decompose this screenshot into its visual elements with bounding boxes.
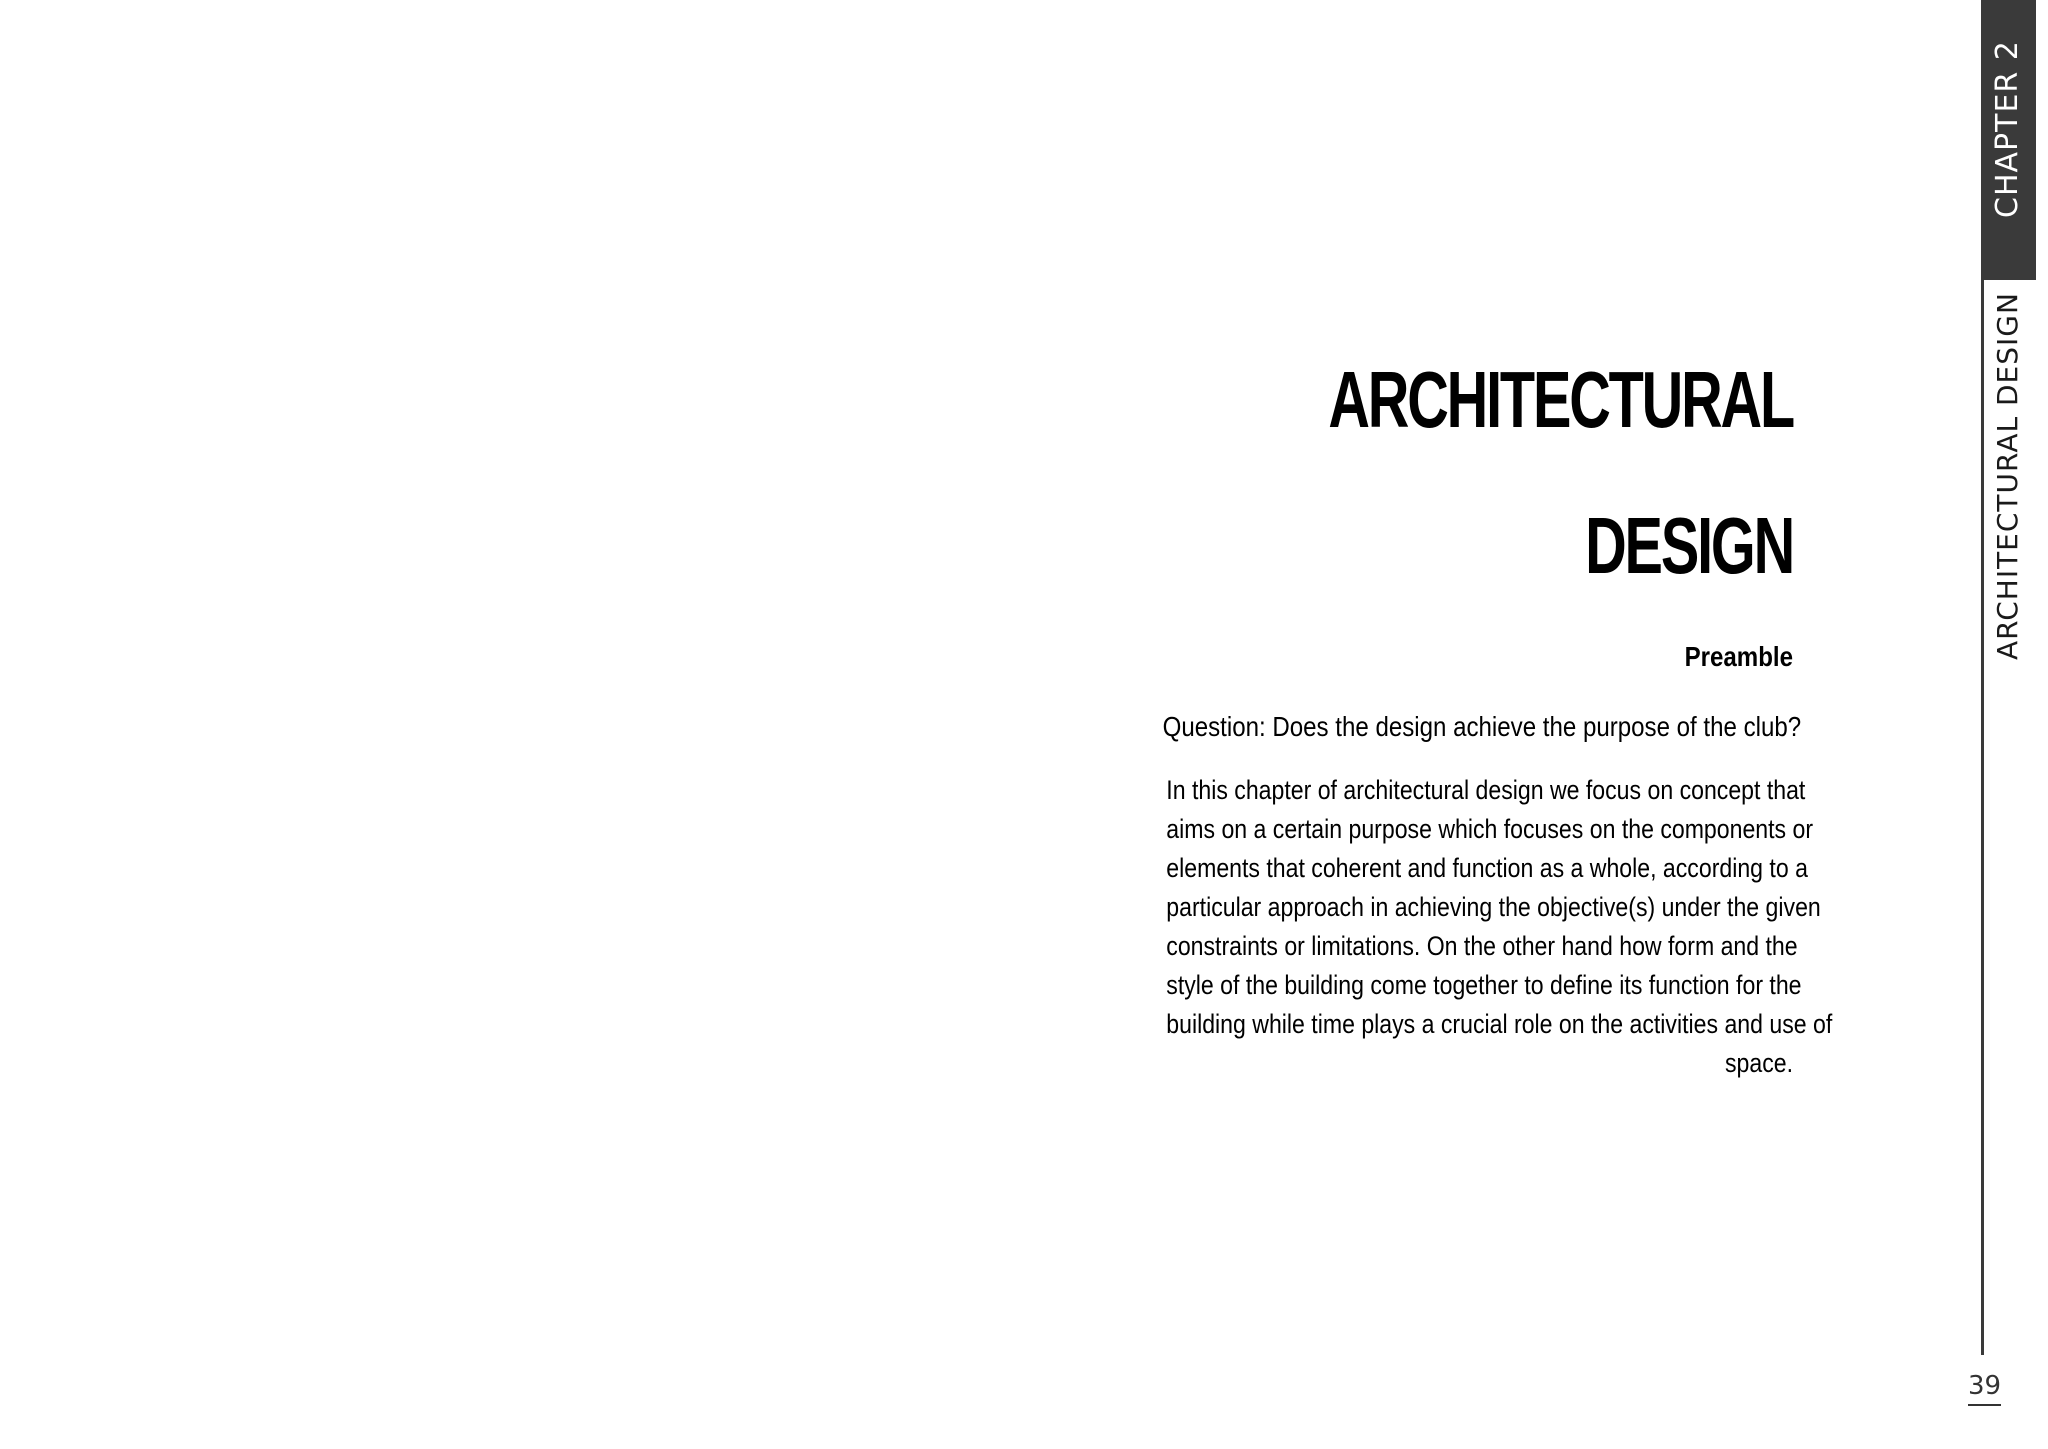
body-line: particular approach in achieving the objective(s) under the given [1166, 892, 1821, 922]
section-subheading: Preamble [1684, 641, 1793, 672]
main-content [1060, 355, 1833, 1083]
question-text: Question: Does the design achieve the purpose of the club? [1162, 711, 1802, 742]
page-title-line-1: ARCHITECTURAL [1328, 355, 1793, 444]
body-paragraph [1060, 771, 1833, 1083]
chapter-label: CHAPTER 2 [1990, 40, 2025, 218]
body-line: building while time plays a crucial role on the activities and use of [1166, 1009, 1833, 1039]
body-line: space. [1724, 1048, 1793, 1078]
body-line: style of the building come together to define its function for the [1166, 970, 1802, 1000]
section-label: ARCHITECTURAL DESIGN [1991, 292, 2024, 660]
page-title-line-2: DESIGN [1585, 501, 1793, 590]
body-line: aims on a certain purpose which focuses on the components or [1166, 814, 1814, 844]
body-line: elements that coherent and function as a whole, according to a [1166, 853, 1808, 883]
body-line: In this chapter of architectural design we focus on concept that [1166, 775, 1806, 805]
body-line: constraints or limitations. On the other hand how form and the [1166, 931, 1798, 961]
page-number: 39 [1968, 1372, 2001, 1406]
